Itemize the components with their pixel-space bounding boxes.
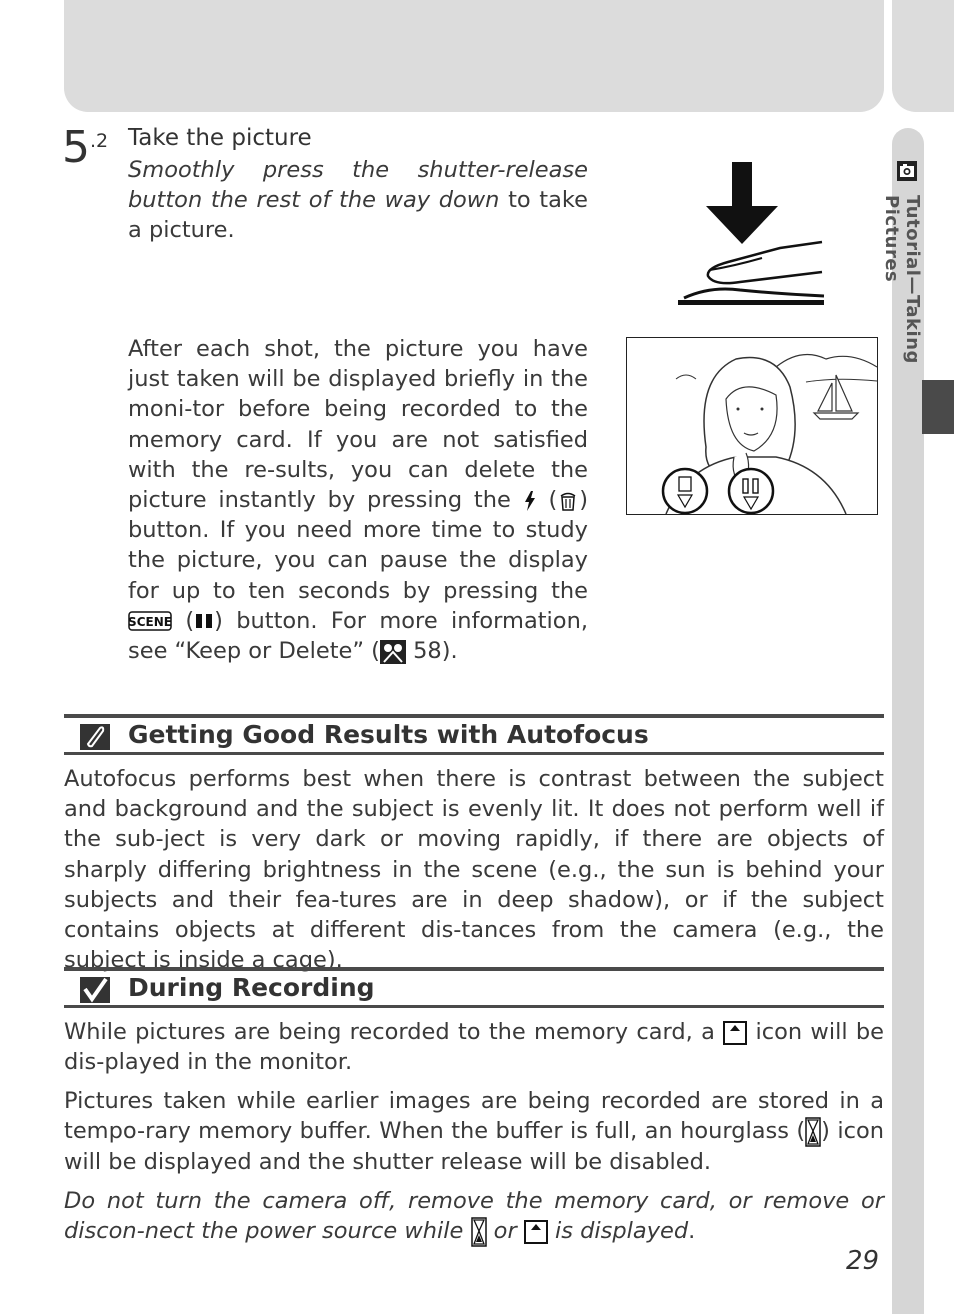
recording-body-3 bbox=[64, 1186, 884, 1247]
page-number: 29 bbox=[846, 1246, 880, 1276]
reference-page: 58 bbox=[405, 638, 442, 665]
recording-p1-b: icon will be dis-played in the monitor. bbox=[64, 1019, 885, 1076]
autofocus-section-header bbox=[64, 714, 884, 755]
recording-body-2 bbox=[64, 1086, 884, 1177]
card-write-icon bbox=[723, 1020, 747, 1046]
header-band bbox=[64, 0, 884, 112]
step-title: Take the picture bbox=[128, 125, 312, 151]
step-number: 5 bbox=[62, 122, 90, 173]
recording-section-title: During Recording bbox=[128, 973, 375, 1002]
autofocus-body bbox=[64, 764, 884, 975]
recording-section-header bbox=[64, 967, 884, 1008]
flash-icon bbox=[523, 490, 537, 512]
svg-text:SCENE: SCENE bbox=[128, 615, 172, 630]
recording-p3-a: Do not turn the camera off, remove the memory card, or remove or discon-nect the power source while bbox=[64, 1188, 884, 1245]
step-intro-italic: Smoothly press the shutter-release button the rest of the way down bbox=[128, 157, 588, 214]
reference-icon bbox=[380, 640, 406, 664]
review-text-b: button. If you need more time to study the picture, you can pause the display for up to ten seconds by pressing the bbox=[128, 517, 588, 604]
scene-button-icon bbox=[128, 610, 172, 632]
section-tab-label: Tutorial—Taking Pictures bbox=[881, 195, 923, 364]
recording-p2-b: ) icon will be displayed and the shutter release will be disabled. bbox=[64, 1118, 884, 1175]
shutter-press-illustration bbox=[670, 158, 830, 310]
review-text-a: After each shot, the picture you have just taken will be displayed briefly in the moni-tor before being recorded to the memory card. If you are not satisfied with the re-sults, you can delete the picture instantly by pressing the bbox=[128, 336, 588, 514]
autofocus-paragraph: Autofocus performs best when there is contrast between the subject and background and the subject is evenly lit. It does not perform well if the sub-ject is very dark or moving rapidly, if there are objects of sharply differing brightness in the scene (e.g., the sun is behind your subjects and their fea-tures are in deep shadow), or if the subject contains objects at different dis-tances from the camera (e.g., the subject is inside a cage). bbox=[64, 766, 884, 974]
card-write-icon bbox=[524, 1219, 548, 1245]
recording-body-1 bbox=[64, 1017, 884, 1077]
pencil-note-icon bbox=[80, 722, 110, 750]
recording-p3-c: is displayed bbox=[547, 1218, 689, 1245]
review-text-end: ). bbox=[441, 638, 458, 665]
header-tab bbox=[892, 0, 954, 112]
trash-icon bbox=[557, 490, 579, 512]
review-text-c: button. For more information, see “Keep or Delete” ( bbox=[128, 607, 588, 665]
step-intro-rest: to take a picture. bbox=[128, 187, 588, 244]
step-subnumber: .2 bbox=[90, 130, 109, 152]
checkmark-icon bbox=[80, 975, 110, 1003]
camera-icon bbox=[896, 160, 918, 182]
recording-p2-a: Pictures taken while earlier images are being recorded are stored in a tempo-rary memory buffer. When the buffer is full, an hourglass ( bbox=[64, 1088, 884, 1145]
recording-p3-d: . bbox=[688, 1218, 696, 1245]
recording-p3-b: or bbox=[486, 1218, 524, 1245]
recording-paragraph-2 bbox=[64, 1086, 884, 1177]
recording-paragraph-3 bbox=[64, 1186, 884, 1247]
hourglass-icon bbox=[805, 1117, 821, 1147]
autofocus-section-title: Getting Good Results with Autofocus bbox=[128, 720, 649, 749]
recording-p1-a: While pictures are being recorded to the memory card, a bbox=[64, 1019, 724, 1045]
monitor-review-illustration bbox=[626, 337, 878, 515]
step-intro bbox=[128, 155, 588, 246]
pause-icon bbox=[194, 612, 214, 630]
hourglass-icon bbox=[471, 1217, 487, 1247]
review-paragraph: After each shot, the picture you have just taken will be displayed briefly in the moni-tor before being recorded to the memory card. If you are not satisfied with the re-sults, you can delete the picture instantly by pressing the ( ) button. If you need more time to study the picture, you can pause the display for up to ten seconds by pressing the SCENE ( ) button. For more information, see “Keep or Delete” ( 58). bbox=[128, 336, 589, 665]
recording-paragraph-1 bbox=[64, 1017, 884, 1077]
section-marker bbox=[922, 380, 954, 434]
